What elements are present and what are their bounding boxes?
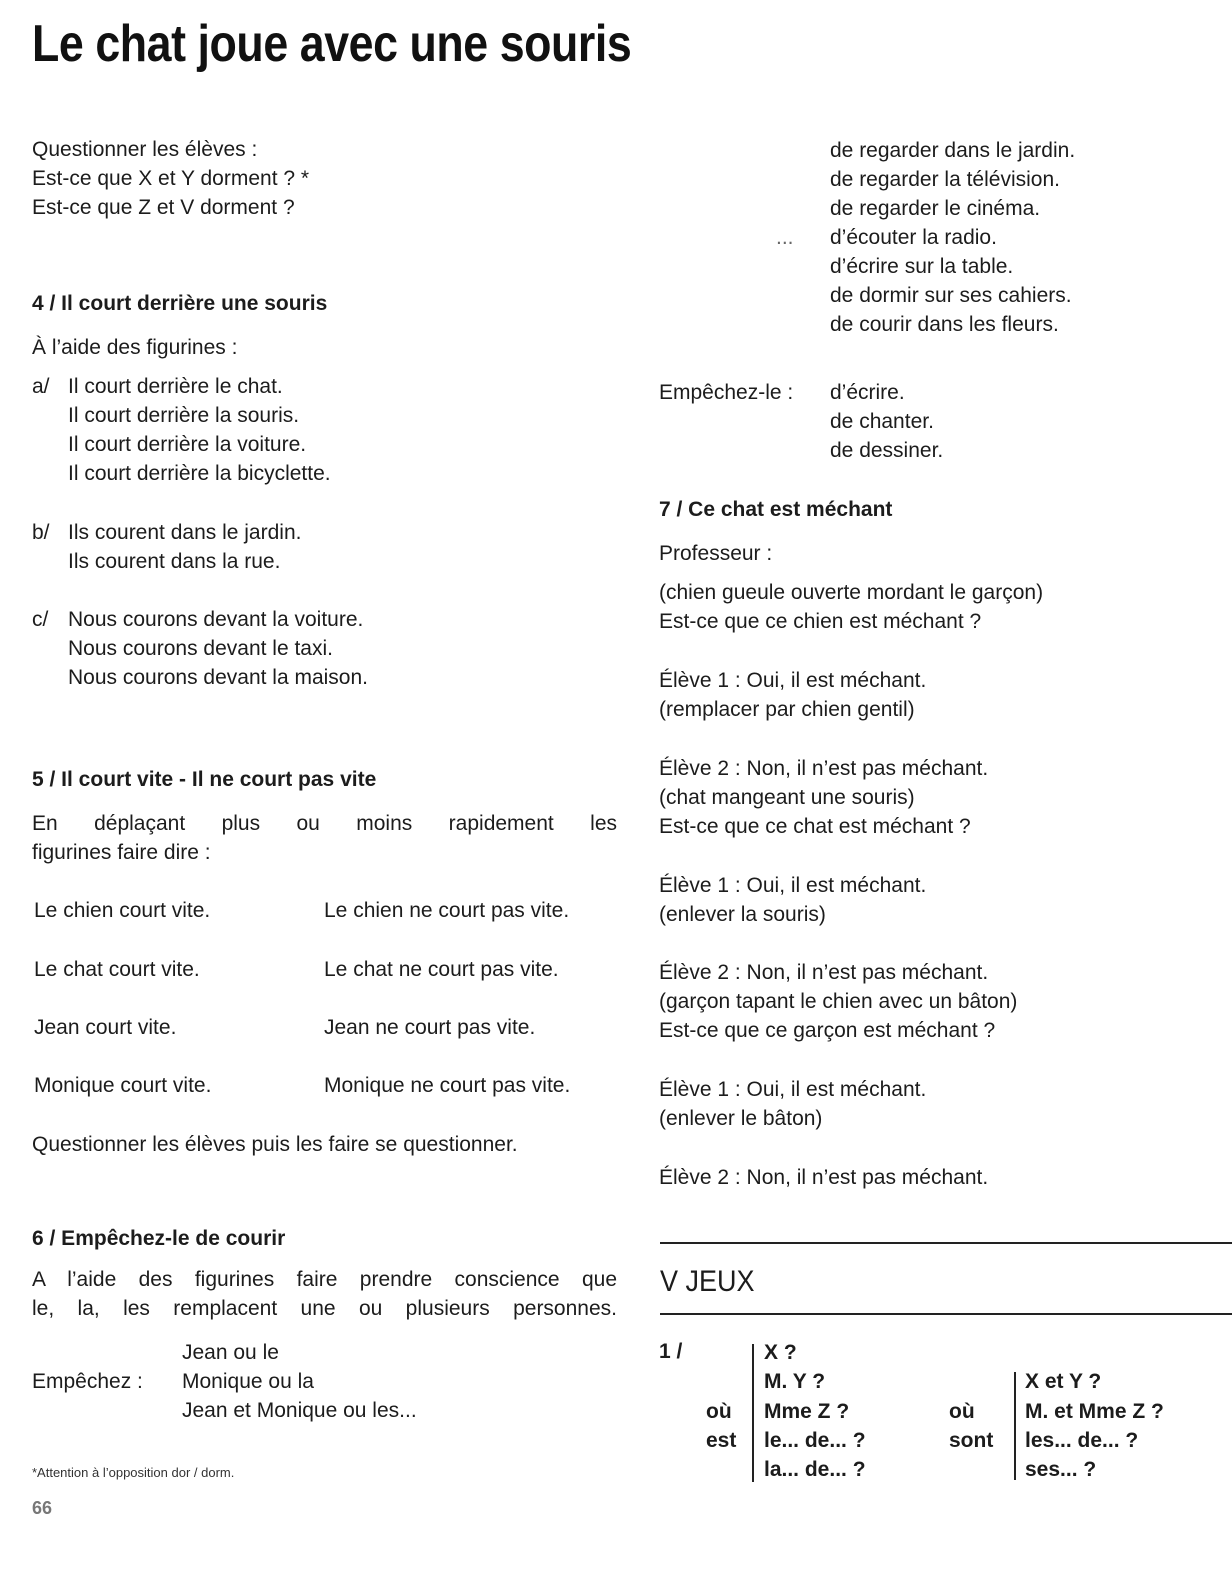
- pair-negative: Jean ne court pas vite.: [324, 1016, 536, 1039]
- jeux-item: Mme Z ?: [764, 1400, 850, 1423]
- dialogue-line: (chien gueule ouverte mordant le garçon): [659, 581, 1044, 604]
- professeur-label: Professeur :: [659, 542, 773, 565]
- pair-negative: Le chien ne court pas vite.: [324, 899, 570, 922]
- jeux-ou-2: où: [949, 1400, 975, 1423]
- section-6-heading: 6 / Empêchez-le de courir: [32, 1227, 286, 1250]
- empechez-le-item: de dessiner.: [830, 439, 944, 462]
- dialogue-line: Est-ce que ce garçon est méchant ?: [659, 1019, 996, 1042]
- jeux-item: la... de... ?: [764, 1458, 866, 1481]
- empechez-le-item: d’écrire.: [830, 381, 905, 404]
- example-line: Il court derrière la souris.: [68, 404, 300, 427]
- dialogue-line: Élève 1 : Oui, il est méchant.: [659, 874, 927, 897]
- jeux-item: X et Y ?: [1025, 1370, 1102, 1393]
- footnote: *Attention à l’opposition dor / dorm.: [32, 1465, 235, 1480]
- activity-line: de regarder la télévision.: [830, 168, 1060, 191]
- dialogue-line: Élève 1 : Oui, il est méchant.: [659, 669, 927, 692]
- example-line: Ils courent dans le jardin.: [68, 521, 302, 544]
- activity-line: de courir dans les fleurs.: [830, 313, 1059, 336]
- activity-line: de dormir sur ses cahiers.: [830, 284, 1072, 307]
- intro-line: Est-ce que X et Y dorment ? *: [32, 167, 310, 190]
- dialogue-line: Élève 1 : Oui, il est méchant.: [659, 1078, 927, 1101]
- empechez-label: Empêchez :: [32, 1370, 143, 1393]
- jeux-item: M. Y ?: [764, 1370, 826, 1393]
- example-line: Ils courent dans la rue.: [68, 550, 281, 573]
- dialogue-line: (garçon tapant le chien avec un bâton): [659, 990, 1018, 1013]
- section-4-intro: À l’aide des figurines :: [32, 336, 238, 359]
- jeux-bracket-1: [752, 1344, 754, 1482]
- section-5-outro: Questionner les élèves puis les faire se questionner.: [32, 1133, 518, 1156]
- example-line: Il court derrière la bicyclette.: [68, 462, 331, 485]
- empechez-item: Monique ou la: [182, 1370, 314, 1393]
- empechez-item: Jean ou le: [182, 1341, 279, 1364]
- page-number: 66: [32, 1498, 53, 1518]
- activity-line: de regarder dans le jardin.: [830, 139, 1076, 162]
- activity-line: d’écrire sur la table.: [830, 255, 1014, 278]
- empechez-item: Jean et Monique ou les...: [182, 1399, 417, 1422]
- section-4-heading: 4 / Il court derrière une souris: [32, 292, 328, 315]
- empechez-le-item: de chanter.: [830, 410, 934, 433]
- example-line: Il court derrière la voiture.: [68, 433, 307, 456]
- jeux-bracket-2: [1014, 1372, 1016, 1480]
- item-label: b/: [32, 521, 50, 544]
- jeux-ou-1: où: [706, 1400, 732, 1423]
- ellipsis: ...: [776, 226, 794, 249]
- section-7-heading: 7 / Ce chat est méchant: [659, 498, 893, 521]
- example-line: Nous courons devant la maison.: [68, 666, 368, 689]
- dialogue-line: Est-ce que ce chat est méchant ?: [659, 815, 971, 838]
- dialogue-line: Élève 2 : Non, il n’est pas méchant.: [659, 961, 989, 984]
- intro-line: Questionner les élèves :: [32, 138, 258, 161]
- dialogue-line: (enlever la souris): [659, 903, 826, 926]
- section-5-intro: En déplaçant plus ou moins rapidement les: [32, 812, 617, 835]
- pair-negative: Monique ne court pas vite.: [324, 1074, 571, 1097]
- item-label: a/: [32, 375, 50, 398]
- dialogue-line: (remplacer par chien gentil): [659, 698, 915, 721]
- jeux-sont: sont: [949, 1429, 994, 1452]
- jeux-item: ses... ?: [1025, 1458, 1097, 1481]
- intro-line: Est-ce que Z et V dorment ?: [32, 196, 295, 219]
- jeux-item: X ?: [764, 1341, 797, 1364]
- dialogue-line: Élève 2 : Non, il n’est pas méchant.: [659, 1166, 989, 1189]
- section-5-heading: 5 / Il court vite - Il ne court pas vite: [32, 768, 377, 791]
- section-6-intro: le, la, les remplacent une ou plusieurs personnes.: [32, 1297, 617, 1320]
- dialogue-line: Est-ce que ce chien est méchant ?: [659, 610, 982, 633]
- jeux-item: les... de... ?: [1025, 1429, 1139, 1452]
- jeux-est: est: [706, 1429, 737, 1452]
- section-5-intro: figurines faire dire :: [32, 841, 211, 864]
- jeux-number: 1 /: [659, 1340, 683, 1363]
- item-label: c/: [32, 608, 49, 631]
- empechez-le-label: Empêchez-le :: [659, 381, 794, 404]
- section-6-intro: A l’aide des figurines faire prendre conscience que: [32, 1268, 617, 1291]
- pair-negative: Le chat ne court pas vite.: [324, 958, 559, 981]
- example-line: Il court derrière le chat.: [68, 375, 283, 398]
- pair-affirmative: Monique court vite.: [34, 1074, 212, 1097]
- jeux-item: M. et Mme Z ?: [1025, 1400, 1164, 1423]
- dialogue-line: Élève 2 : Non, il n’est pas méchant.: [659, 757, 989, 780]
- page-title: Le chat joue avec une souris: [32, 15, 632, 73]
- jeux-item: le... de... ?: [764, 1429, 866, 1452]
- dialogue-line: (enlever le bâton): [659, 1107, 823, 1130]
- activity-line: de regarder le cinéma.: [830, 197, 1041, 220]
- section-rule-bottom: [660, 1313, 1232, 1315]
- pair-affirmative: Le chat court vite.: [34, 958, 200, 981]
- jeux-heading: V JEUX: [660, 1265, 755, 1298]
- dialogue-line: (chat mangeant une souris): [659, 786, 915, 809]
- pair-affirmative: Jean court vite.: [34, 1016, 177, 1039]
- pair-affirmative: Le chien court vite.: [34, 899, 211, 922]
- example-line: Nous courons devant le taxi.: [68, 637, 333, 660]
- activity-line: d’écouter la radio.: [830, 226, 997, 249]
- section-rule-top: [660, 1242, 1232, 1244]
- example-line: Nous courons devant la voiture.: [68, 608, 364, 631]
